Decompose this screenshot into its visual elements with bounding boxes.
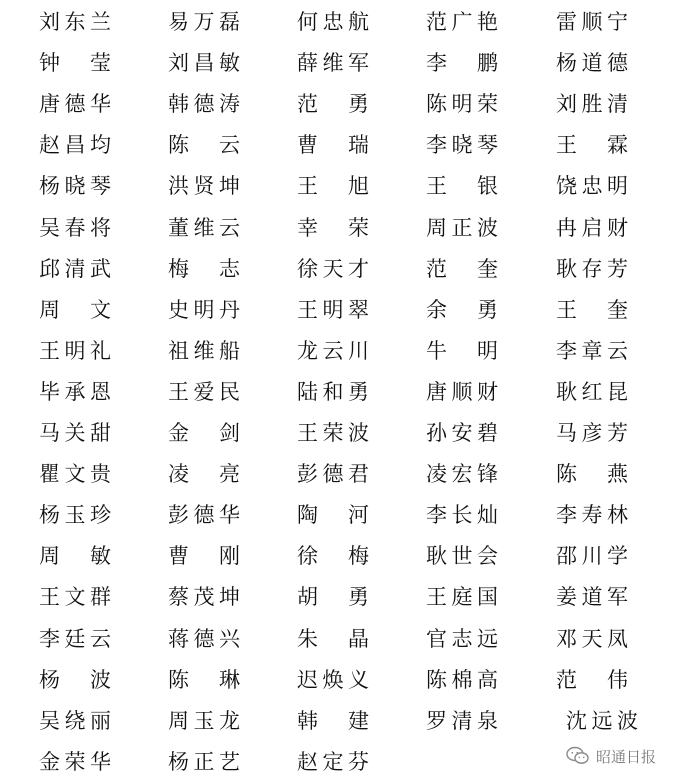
name-row [0,577,677,618]
person-name: 蔡 茂 坤 [168,585,240,610]
person-name: 陆 和 勇 [297,379,369,404]
name-row [0,249,677,290]
person-name: 姜 道 军 [556,585,628,610]
person-name: 周 敏 [39,544,111,569]
person-name: 邓 天 凤 [556,626,628,651]
person-name: 史 明 丹 [168,297,240,322]
person-name: 王 明 翠 [297,297,369,322]
person-name: 陈 棉 高 [426,667,498,692]
person-name: 金 剑 [168,421,240,445]
name-row [0,208,677,249]
person-name: 韩 建 [297,708,369,733]
person-name: 牛 明 [426,338,498,363]
person-name: 薛 维 军 [297,51,369,76]
person-name: 沈 远 波 [566,708,638,733]
person-name: 陈 琳 [168,667,240,692]
person-name: 冉 启 财 [556,215,628,240]
person-name: 金 荣 华 [39,749,111,774]
person-name: 李 鹏 [426,51,498,76]
name-row [0,660,677,701]
person-name: 陈 燕 [556,462,628,487]
person-name: 钟 莹 [39,51,111,76]
name-row [0,495,677,536]
person-name: 唐 德 华 [39,92,111,117]
person-name: 耿 红 昆 [556,379,628,404]
person-name: 耿 存 芳 [556,256,628,281]
person-name: 易 万 磊 [168,10,240,34]
person-name: 曹 刚 [168,544,240,569]
person-name: 刘 东 兰 [39,10,111,34]
person-name: 蒋 德 兴 [168,626,240,651]
person-name: 杨 玉 珍 [39,503,111,528]
person-name: 胡 勇 [297,585,369,610]
name-row [0,619,677,660]
person-name: 陶 河 [297,503,369,528]
person-name: 杨 波 [39,667,111,692]
person-name: 董 维 云 [168,215,240,240]
person-name: 幸 荣 [297,215,369,240]
person-name: 吴 绕 丽 [39,708,111,733]
person-name: 饶 忠 明 [556,174,628,199]
person-name: 官 志 远 [426,626,498,651]
person-name: 王 庭 国 [426,585,498,610]
person-name: 王 霖 [556,133,628,158]
person-name: 王 奎 [556,297,628,322]
person-name: 王 旭 [297,174,369,199]
person-name: 李 晓 琴 [426,133,498,158]
name-row [0,454,677,495]
name-row [0,2,677,43]
person-name: 范 勇 [297,92,369,117]
person-name: 彭 德 君 [297,462,369,487]
person-name: 赵 定 芬 [297,749,369,774]
person-name: 陈 云 [168,133,240,158]
person-name: 凌 宏 锋 [426,462,498,487]
name-row [0,372,677,413]
person-name: 王 明 礼 [39,338,111,363]
person-name: 范 伟 [556,667,628,692]
person-name: 王 荣 波 [297,421,369,445]
person-name: 马 关 甜 [39,421,111,445]
person-name: 洪 贤 坤 [168,174,240,199]
person-name: 梅 志 [168,256,240,281]
person-name: 李 廷 云 [39,626,111,651]
person-name: 罗 清 泉 [426,708,498,733]
person-name: 曹 瑞 [297,133,369,158]
person-name: 瞿 文 贵 [39,462,111,487]
watermark [566,741,656,771]
person-name: 朱 晶 [297,626,369,651]
person-name: 赵 昌 均 [39,133,111,158]
person-name: 迟 焕 义 [297,667,369,692]
name-row [0,536,677,577]
person-name: 李 寿 林 [556,503,628,528]
person-name: 凌 亮 [168,462,240,487]
person-name: 邱 清 武 [39,256,111,281]
person-name: 杨 正 艺 [168,749,240,774]
name-row [0,84,677,125]
person-name: 吴 春 将 [39,215,111,240]
person-name: 李 章 云 [556,338,628,363]
watermark-text: 昭通日报 [596,747,657,766]
person-name: 雷 顺 宁 [556,10,628,34]
person-name: 刘 昌 敏 [168,51,240,76]
person-name: 刘 胜 清 [556,92,628,117]
person-name: 王 爱 民 [168,379,240,404]
name-row [0,701,677,742]
name-row [0,413,677,454]
person-name: 王 银 [426,174,498,199]
person-name: 彭 德 华 [168,503,240,528]
person-name: 徐 天 才 [297,256,369,281]
person-name: 马 彦 芳 [556,421,628,445]
person-name: 周 玉 龙 [168,708,240,733]
person-name: 何 忠 航 [297,10,369,34]
person-name: 韩 德 涛 [168,92,240,117]
person-name: 龙 云 川 [297,338,369,363]
person-name: 邵 川 学 [556,544,628,569]
name-row [0,125,677,166]
name-row [0,290,677,331]
person-name: 李 长 灿 [426,503,498,528]
wechat-icon [566,746,590,766]
person-name: 余 勇 [426,297,498,322]
person-name: 周 正 波 [426,215,498,240]
person-name: 毕 承 恩 [39,379,111,404]
name-row [0,331,677,372]
person-name: 杨 晓 琴 [39,174,111,199]
person-name: 徐 梅 [297,544,369,569]
person-name: 耿 世 会 [426,544,498,569]
person-name: 杨 道 德 [556,51,628,76]
person-name: 唐 顺 财 [426,379,498,404]
name-row [0,166,677,207]
person-name: 陈 明 荣 [426,92,498,117]
person-name: 祖 维 船 [168,338,240,363]
person-name: 周 文 [39,297,111,322]
person-name: 王 文 群 [39,585,111,610]
person-name: 范 广 艳 [426,10,498,34]
person-name: 范 奎 [426,256,498,281]
person-name: 孙 安 碧 [426,421,498,445]
name-row [0,43,677,84]
